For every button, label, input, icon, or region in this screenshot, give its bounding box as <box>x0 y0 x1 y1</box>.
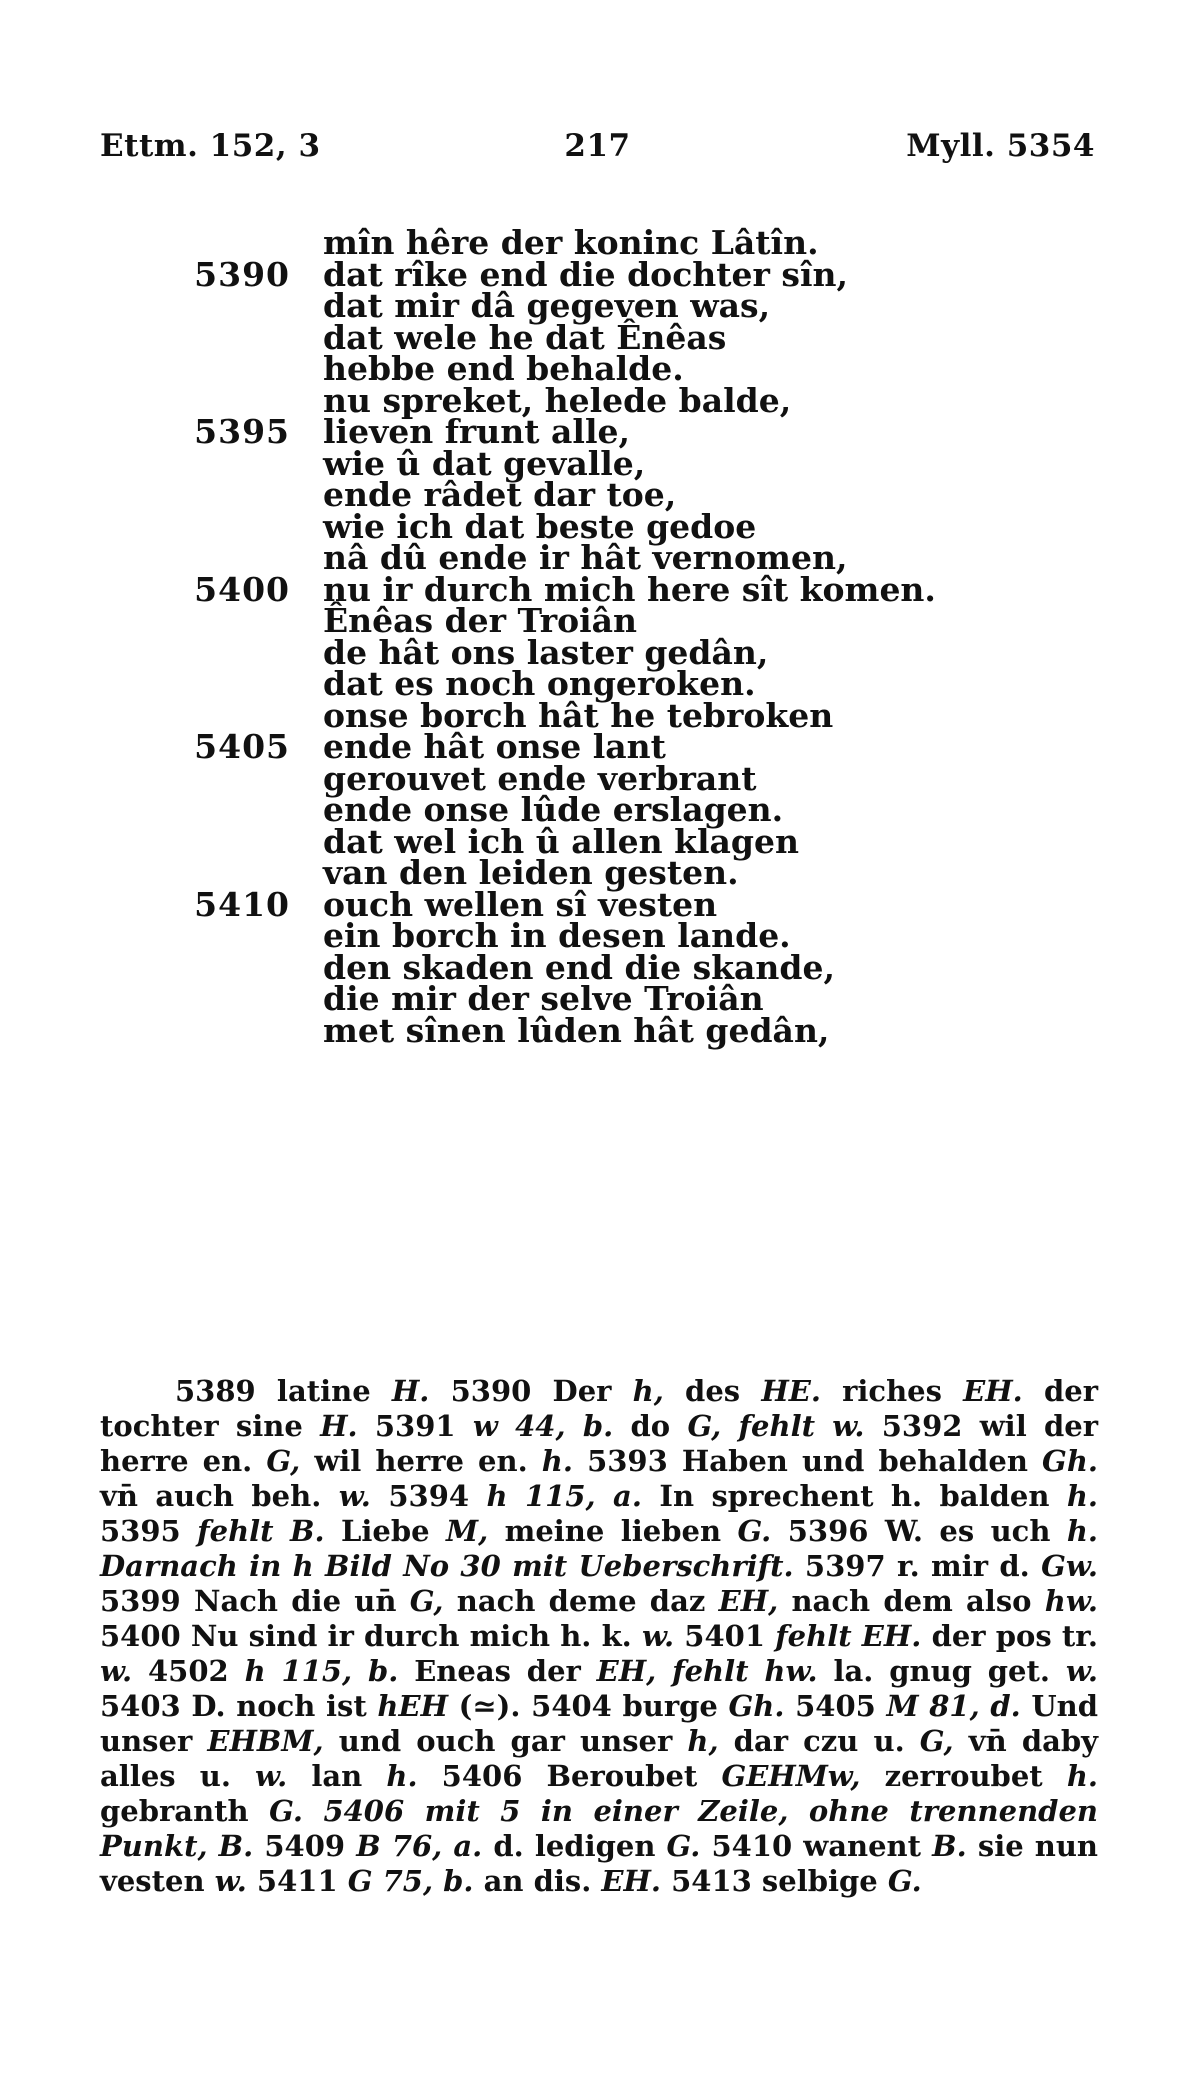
note-text: In sprechent h. balden <box>641 1479 1067 1513</box>
note-text: wil herre en. <box>300 1444 542 1478</box>
note-text: Liebe <box>324 1514 447 1548</box>
verse-text: ein borch in desen lande. <box>323 916 791 955</box>
verse-number: 5405 <box>194 727 290 766</box>
verse-text: ouch wellen sî vesten <box>323 884 718 924</box>
note-siglum: h 115, a. <box>486 1479 642 1513</box>
note-text: Eneas der <box>398 1654 597 1688</box>
note-siglum: G, <box>409 1584 444 1618</box>
note-text: gebranth <box>100 1794 270 1828</box>
note-text: zerroubet <box>860 1759 1067 1793</box>
note-text: 5410 wanent <box>700 1829 933 1863</box>
verse-number: 5395 <box>194 412 290 451</box>
header-left-reference: Ettm. 152, 3 <box>100 128 321 164</box>
verse-number: 5400 <box>194 569 290 609</box>
verse-text: dat mir dâ gegeven was, <box>323 286 771 325</box>
note-siglum: EHBM, <box>207 1724 324 1758</box>
note-text: der tochter sine <box>100 1374 1098 1443</box>
note-siglum: Gh. <box>728 1689 785 1723</box>
note-siglum: h, <box>687 1724 719 1758</box>
note-text: meine lieben <box>488 1514 738 1548</box>
note-text: 5392 wil der herre en. <box>100 1409 1099 1478</box>
note-siglum: G 75, b. <box>347 1864 474 1898</box>
note-text: 5393 Haben und behalden <box>572 1444 1043 1478</box>
note-text: Und unser <box>100 1689 1099 1758</box>
verse-text: den skaden end die skande, <box>323 947 835 987</box>
note-text: vn̄ auch beh. <box>100 1479 339 1513</box>
note-text: der pos tr. <box>921 1619 1098 1653</box>
note-siglum: G. <box>887 1864 922 1898</box>
note-siglum: hw. <box>1044 1584 1098 1618</box>
note-text: 4502 <box>132 1654 245 1688</box>
note-text: (≃). 5404 burge <box>448 1689 729 1723</box>
note-text: 5389 latine <box>175 1374 392 1408</box>
note-siglum: w 44, b. <box>472 1409 614 1443</box>
note-siglum: EH. <box>601 1864 662 1898</box>
verse-text: ende râdet dar toe, <box>323 475 677 514</box>
verse-text: lieven frunt alle, <box>323 412 630 451</box>
note-text: des <box>663 1374 762 1408</box>
note-text: 5406 Beroubet <box>417 1759 722 1793</box>
note-siglum: HE. <box>761 1374 821 1408</box>
critical-apparatus <box>100 1374 1098 1899</box>
note-siglum: h, <box>632 1374 664 1408</box>
note-siglum: 5406 mit 5 in einer Zeile, ohne trennenden Punkt, B. <box>100 1794 1098 1863</box>
note-siglum: h. <box>1066 1479 1099 1513</box>
verse-text: met sînen lûden hât gedân, <box>323 1010 830 1050</box>
note-text: sie nun vesten <box>100 1829 1099 1898</box>
header-right-reference: Myll. 5354 <box>906 128 1095 164</box>
note-siglum: M 81, d. <box>886 1689 1021 1723</box>
verse-text: wie ich dat beste gedoe <box>323 506 757 546</box>
note-text: 5403 D. noch ist <box>100 1689 378 1723</box>
note-text: d. ledigen <box>482 1829 667 1863</box>
note-text: la. gnug get. <box>817 1654 1066 1688</box>
verse-text: van den leiden gesten. <box>323 853 739 892</box>
verse-text: nu ir durch mich here sît komen. <box>323 569 936 609</box>
verse-text: ende onse lûde erslagen. <box>323 790 784 829</box>
note-text: nach dem also <box>778 1584 1045 1618</box>
note-text <box>303 1794 323 1828</box>
verse-text: mîn hêre der koninc Lâtîn. <box>323 223 819 262</box>
verse-text: nu spreket, helede balde, <box>323 380 792 420</box>
page-number: 217 <box>564 128 631 164</box>
note-text: 5400 Nu sind ir durch mich h. k. <box>100 1619 642 1653</box>
note-siglum: G, <box>919 1724 954 1758</box>
note-siglum: EH, <box>718 1584 779 1618</box>
note-siglum: EH. <box>963 1374 1023 1408</box>
note-siglum: G. <box>737 1514 772 1548</box>
verse-text: Ênêas der Troiân <box>323 601 637 640</box>
note-siglum: Gh. <box>1042 1444 1098 1478</box>
note-siglum: H. <box>391 1374 430 1408</box>
note-siglum: B. <box>932 1829 967 1863</box>
note-text: 5413 selbige <box>661 1864 888 1898</box>
note-siglum: w. <box>100 1654 133 1688</box>
note-siglum: fehlt B. <box>197 1514 325 1548</box>
verse-text: dat wele he dat Ênêas <box>323 317 727 357</box>
note-siglum: Gw. <box>1041 1549 1098 1583</box>
note-siglum: G. <box>269 1794 303 1828</box>
verse-number: 5410 <box>194 884 290 924</box>
note-text: 5411 <box>246 1864 348 1898</box>
note-siglum: G, fehlt w. <box>687 1409 865 1443</box>
verse-text: die mir der selve Troiân <box>323 979 764 1018</box>
verse-line <box>0 1010 1000 1052</box>
note-text: 5399 Nach die un̄ <box>100 1584 410 1618</box>
note-text: an dis. <box>473 1864 602 1898</box>
note-text: 5390 Der <box>429 1374 633 1408</box>
note-text: do <box>613 1409 688 1443</box>
verse-number: 5390 <box>194 254 290 294</box>
note-siglum: w. <box>641 1619 675 1653</box>
note-siglum: H. <box>320 1409 358 1443</box>
note-siglum: M, <box>446 1514 489 1548</box>
note-text: vn̄ daby alles u. <box>100 1724 1099 1793</box>
note-text: riches <box>820 1374 964 1408</box>
verse-text: onse borch hât he tebroken <box>323 695 834 735</box>
note-siglum: GEHMw, <box>721 1759 861 1793</box>
note-text: 5396 W. es uch <box>771 1514 1067 1548</box>
note-siglum: G. <box>666 1829 701 1863</box>
note-siglum: h. <box>386 1759 418 1793</box>
note-siglum: h 115, b. <box>244 1654 399 1688</box>
verse-text: hebbe end behalde. <box>323 349 684 388</box>
note-text: 5409 <box>253 1829 357 1863</box>
note-text: und ouch gar unser <box>323 1724 688 1758</box>
note-text: 5401 <box>674 1619 776 1653</box>
note-siglum: fehlt EH. <box>775 1619 922 1653</box>
verse-text: de hât ons laster gedân, <box>323 632 769 672</box>
page-header <box>100 128 1095 164</box>
note-siglum: h. Darnach in h Bild No 30 mit Ueberschrift. <box>100 1514 1099 1583</box>
note-text: 5395 <box>100 1514 198 1548</box>
note-text: nach deme daz <box>443 1584 719 1618</box>
verse-text: dat es noch ongeroken. <box>323 664 756 703</box>
note-siglum: w. <box>214 1864 247 1898</box>
note-text: 5397 r. mir d. <box>793 1549 1042 1583</box>
note-siglum: w. <box>255 1759 288 1793</box>
verse-text: dat wel ich û allen klagen <box>323 821 799 861</box>
verse-text: dat rîke end die dochter sîn, <box>323 254 848 294</box>
note-text: 5405 <box>784 1689 887 1723</box>
verse-text: nâ dû ende ir hât vernomen, <box>323 538 848 577</box>
note-text: dar czu u. <box>718 1724 920 1758</box>
note-siglum: h. <box>1066 1759 1098 1793</box>
note-siglum: w. <box>338 1479 371 1513</box>
note-siglum: B 76, a. <box>356 1829 483 1863</box>
verse-text: ende hât onse lant <box>323 727 666 766</box>
note-siglum: EH, fehlt hw. <box>596 1654 818 1688</box>
note-siglum: G, <box>266 1444 301 1478</box>
note-text: lan <box>287 1759 387 1793</box>
note-siglum: hEH <box>377 1689 449 1723</box>
verse-text: wie û dat gevalle, <box>323 443 646 483</box>
note-siglum: h. <box>541 1444 573 1478</box>
verse-text: gerouvet ende verbrant <box>323 758 757 798</box>
note-text: 5391 <box>357 1409 473 1443</box>
note-siglum: w. <box>1065 1654 1098 1688</box>
note-text: 5394 <box>370 1479 487 1513</box>
